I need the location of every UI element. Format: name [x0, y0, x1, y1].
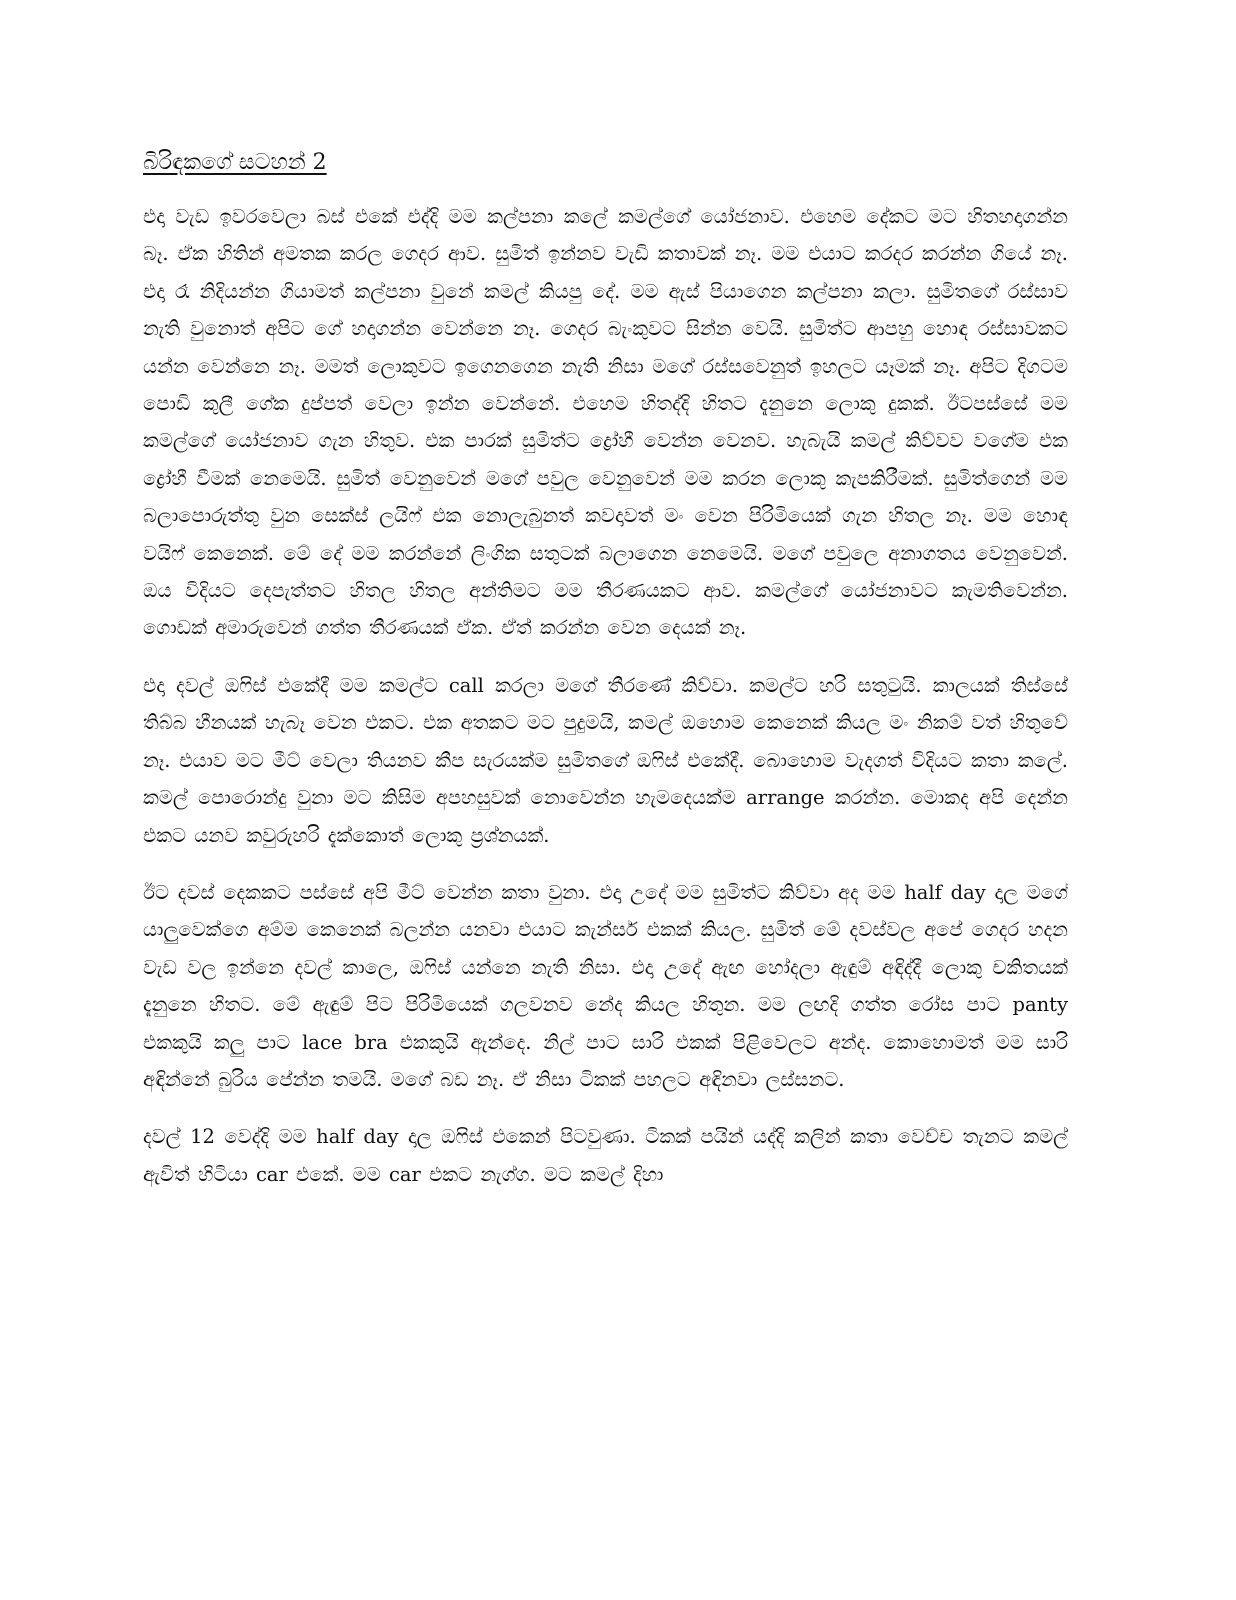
paragraph-3: ඊට දවස් දෙකකට පස්සේ අපි මීට් වෙන්න කතා වුනා. එදා උදේ මම සුමිත්ට කිව්වා අද මම half day දාල මගේ යාලුවෙක්ගෙ අම්ම කෙනෙක් බලන්න යනවා එයාට කැන්සර් එකක් කියල. සුමිත් මේ දවස්වල අපේ ගෙදර හදන වැඩ වල ඉන්නෙ දවල් කාලෙ, ඔෆිස් යන්නෙ නැති නිසා. එදා උදේ ඇඟ හෝදලා ඇඳුම් අඳිද්දී ලොකු චකිතයක් දැනුනෙ හිතට. මේ ඇඳුම් පිට පිරිමියෙක් ගලවනව නේද කියල හිතුන. මම ලඟදි ගත්ත රෝස පාට panty එකකුයි කලු පාට lace bra එකකුයි ඇන්දෙ. නිල් පාට සාරි එකක් පිළිවෙලට අන්ද. කොහොමත් මම සාරි අඳින්නේ බුරිය පේන්න තමයි. මගේ බඩ නෑ. ඒ නිසා ටිකක් පහලට අඳිනවා ලස්සනට. — [143, 880, 1068, 1091]
document-title: බිරිඳකගේ සටහන් 2 — [143, 150, 327, 175]
paragraph-1: එදා වැඩ ඉවරවෙලා බස් එකේ එද්දි මම කල්පනා කලේ කමල්ගේ යෝජනාව. එහෙම දේකට මට හිතහදාගන්න බෑ. ඒක හිතින් අමතක කරල ගෙදර ආව. සුමිත් ඉන්නව වැඩි කතාවක් නෑ. මම එයාට කරදර කරන්න ගියේ නෑ. එදා රෑ නිදියන්න ගියාමත් කල්පනා වුනේ කමල් කියපු දේ. මම ඇස් පියාගෙන කල්පනා කලා. සුමිතගේ රස්සාව නැති වුනොත් අපිට ගේ හදාගන්න වෙන්නෙ නෑ. ගෙදර බැංකුවට සින්න වෙයි. සුමිත්ට ආපහු හොඳ රස්සාවකට යන්න වෙන්නෙ නෑ. මමත් ලොකුවට ඉගෙනගෙන නැති නිසා මගේ රස්සවෙනුත් ඉහලට යෑමක් නෑ. අපිට දිගටම පොඩි කුලී ගේක දුප්පත් වෙලා ඉන්න වෙන්නේ. එහෙම හිතද්දි හිතට දැනුනෙ ලොකු දුකක්. ඊටපස්සේ මම කමල්ගේ යෝජනාව ගැන හිතුව. එක පාරක් සුමිත්ට ද්‍රෝහී වෙන්න වෙනව. හැබැයි කමල් කිව්වව වගේම එක ද්‍රෝහී වීමක් නෙමෙයි. සුමිත් වෙනුවෙන් මගේ පවුල වෙනුවෙන් මම කරන ලොකු කැපකිරීමක්. සුමිත්ගෙන් මම බලාපොරුත්තු වුන සෙක්ස් ලයිෆ් එක නොලැබුනත් කවදාවත් මං වෙන පිරිමියෙක් ගැන හිතල නෑ. මම හොඳ වයිෆ් කෙනෙක්. මේ දේ මම කරන්නේ ලිංගික සතුටක් බලාගෙන නෙමෙයි. මගේ පවුලෙ අනාගතය වෙනුවෙන්. ඔය විදියට දෙපැත්තට හිතල හිතල අන්තිමට මම තීරණයකට ආව. කමල්ගේ යෝජනාවට කැමතිවෙන්න. ගොඩක් අමාරුවෙන් ගත්ත තීරණයක් ඒක. ඒත් කරන්න වෙන දෙයක් නෑ. — [143, 205, 1068, 640]
paragraph-2: එදා දවල් ඔෆිස් එකේදී මම කමල්ට call කරලා මගේ තීරණේ කිව්වා. කමල්ට හරි සතුටුයි. කාලයක් තිස්සේ තිබ්බ හීනයක් හැබෑ වෙන එකට. එක අතකට මට පුදුමයි, කමල් ඔහොම කෙනෙක් කියල මං නිකම් වත් හිතුවේ නෑ. එයාව මට මීට් වෙලා තියනව කීප සැරයක්ම සුමිතගේ ඔෆිස් එකේදී. බොහොම වැදගත් විදියට කතා කලේ. කමල් පොරොන්දු වුනා මට කිසිම අපහසුවක් නොවෙන්න හැමදෙයක්ම arrange කරන්න. මොකද අපි දෙන්න එකට යනව කවුරුහරි දැක්කොත් ලොකු ප්‍රශ්නයක්. — [143, 673, 1068, 847]
document-page — [143, 148, 1068, 1568]
paragraph-4: දවල් 12 වෙද්දි මම half day දාල ඔෆිස් එකෙන් පිටවුණා. ටිකක් පයින් යද්දි කලින් කතා වෙච්ච තැනට කමල් ඇවිත් හිටියා car එකේ. මම car එකට නැග්ග. මට කමල් දිහා — [143, 1125, 1068, 1186]
